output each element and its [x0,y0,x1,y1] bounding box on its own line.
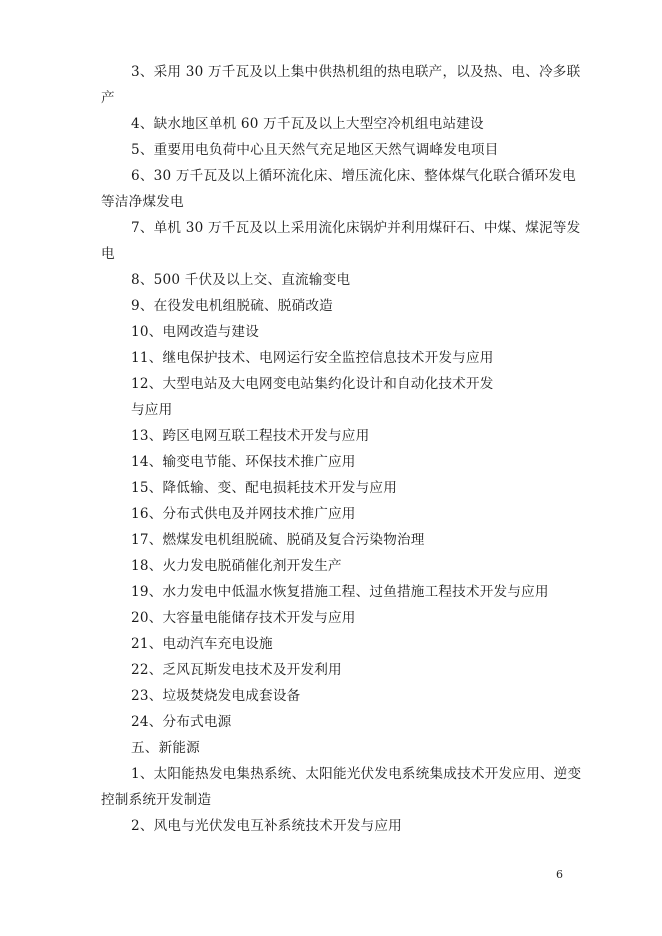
list-item: 5、重要用电负荷中心且天然气充足地区天然气调峰发电项目 [131,142,499,158]
list-item: 24、分布式电源 [131,714,232,730]
list-item: 20、大容量电能储存技术开发与应用 [131,610,356,626]
list-item: 14、输变电节能、环保技术推广应用 [131,454,356,470]
list-item: 9、在役发电机组脱硫、脱硝改造 [131,298,333,314]
list-item: 13、跨区电网互联工程技术开发与应用 [131,428,370,444]
list-item: 15、降低输、变、配电损耗技术开发与应用 [131,480,397,496]
list-item: 4、缺水地区单机 60 万千瓦及以上大型空冷机组电站建设 [131,116,484,132]
list-item-continuation: 电 [101,246,115,262]
list-item-continuation: 产 [101,90,115,106]
page-number: 6 [556,868,563,881]
section-heading: 五、新能源 [131,740,200,756]
list-item: 21、电动汽车充电设施 [131,636,273,652]
list-item-continuation: 控制系统开发制造 [101,792,212,808]
list-item: 3、采用 30 万千瓦及以上集中供热机组的热电联产，以及热、电、冷多联 [131,64,581,80]
list-item: 7、单机 30 万千瓦及以上采用流化床锅炉并利用煤矸石、中煤、煤泥等发 [131,220,581,236]
list-item: 11、继电保护技术、电网运行安全监控信息技术开发与应用 [131,350,494,366]
list-item: 18、火力发电脱硝催化剂开发生产 [131,558,342,574]
list-item-continuation: 与应用 [131,402,173,418]
list-item-continuation: 等洁净煤发电 [101,194,184,210]
list-item: 19、水力发电中低温水恢复措施工程、过鱼措施工程技术开发与应用 [131,584,549,600]
list-item: 1、太阳能热发电集热系统、太阳能光伏发电系统集成技术开发应用、逆变 [131,766,582,782]
list-item: 6、30 万千瓦及以上循环流化床、增压流化床、整体煤气化联合循环发电 [131,168,576,184]
list-item: 10、电网改造与建设 [131,324,260,340]
list-item: 16、分布式供电及并网技术推广应用 [131,506,356,522]
list-item: 22、乏风瓦斯发电技术及开发利用 [131,662,342,678]
list-item: 23、垃圾焚烧发电成套设备 [131,688,301,704]
list-item: 12、大型电站及大电网变电站集约化设计和自动化技术开发 [131,376,494,392]
list-item: 8、500 千伏及以上交、直流输变电 [131,272,351,288]
list-item: 2、风电与光伏发电互补系统技术开发与应用 [131,818,402,834]
list-item: 17、燃煤发电机组脱硫、脱硝及复合污染物治理 [131,532,425,548]
